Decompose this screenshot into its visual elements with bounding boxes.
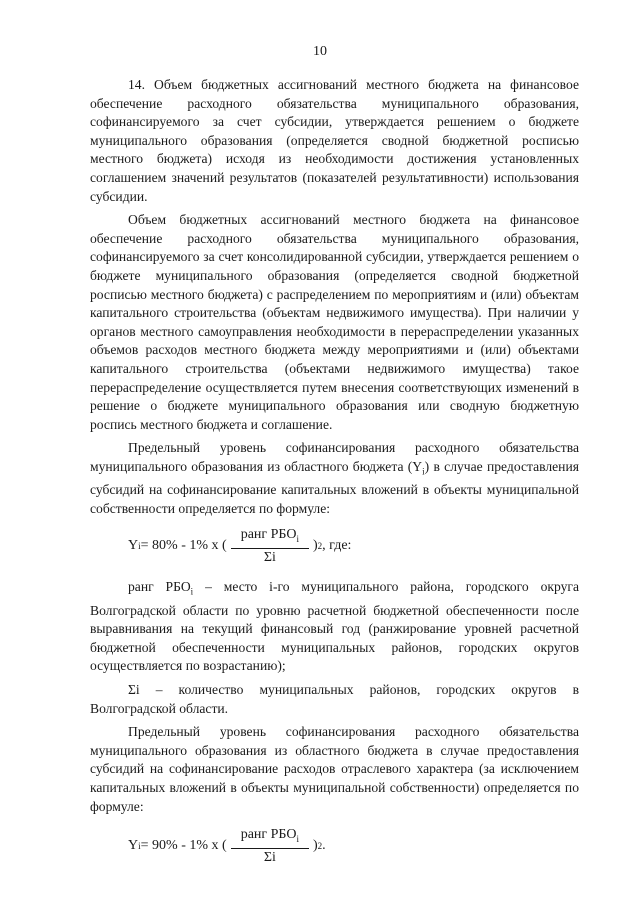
- paragraph-consolidated-subsidy: Объем бюджетных ассигнований местного бюджета на финансовое обеспечение расходного обязательства муниципального образования, софинансируемого за счет консолидированной субсидии, утверждается решением о бюджете муниципального образования (определяется сводной бюджетной росписью местного бюджета) с распределением по мероприятиям и (или) объектам капитального строительства (объектам недвижимого имущества). При наличии у органов местного самоуправления необходимости в перераспределении указанных объемов расходов местного бюджета между мероприятиями и (или) объектами капитального строительства (объектами недвижимого имущества) такое перераспределение осуществляется путем внесения соответствующих изменений в решение о бюджете муниципального образования или сводную бюджетную роспись местного бюджета и соглашение.: [90, 212, 579, 432]
- fraction-denominator: Σi: [263, 849, 276, 865]
- page-number: 10: [313, 44, 327, 59]
- paragraph-capital-limit-head: Предельный уровень софинансирования расходного обязательства муниципального образования из областного бюджета (Y: [90, 440, 579, 474]
- fraction-numerator: ранг $РБО_i$: [231, 526, 309, 549]
- paragraph-capital-limit-tail: ) в случае предоставления субсидий на софинансирование капитальных вложений в объекты муниципальной собственности определяется по формуле:: [90, 458, 579, 516]
- fraction-denominator: Σi: [263, 549, 276, 565]
- formula-exponent: 2: [317, 840, 323, 851]
- definition-sigma: Σi – количество муниципальных районов, городских округов в Волгоградской области.: [90, 682, 579, 716]
- formula-rhs: = 90% - 1% x (: [140, 837, 227, 853]
- formula-close: ): [313, 837, 318, 853]
- definition-rank: ранг $РБО_i$ – место i-го муниципального района, городского округа Волгоградской области по уровню расчетной бюджетной обеспеченности после выравнивания на текущий финансовый год (ранжирование уровней расчетной бюджетной обеспеченности муниципальных районов, городских округов осуществляется по возрастанию);: [90, 579, 580, 674]
- paragraph-14: 14. Объем бюджетных ассигнований местного бюджета на финансовое обеспечение расходного обязательства муниципального образования, софинансируемого за счет субсидии, утверждается решением о бюджете муниципального образования (определяется сводной бюджетной росписью местного бюджета) исходя из необходимости достижения установленных соглашением значений результатов (показателей результативности) использования субсидии.: [90, 77, 579, 204]
- fraction-numerator: ранг $РБО_i$: [231, 826, 309, 849]
- formula-sectoral: [90, 826, 579, 866]
- formula-capital: [90, 526, 579, 566]
- formula-lhs: Y: [128, 538, 139, 554]
- formula-exponent: 2: [317, 541, 323, 552]
- formula-rhs: = 80% - 1% x (: [140, 538, 227, 554]
- paragraph-capital-limit: [90, 439, 579, 518]
- subscript-i: i: [422, 466, 425, 477]
- formula-fraction: [231, 526, 309, 567]
- formula-close: ): [313, 538, 318, 554]
- formula-tail: .: [322, 837, 326, 853]
- formula-tail: , где:: [322, 538, 352, 554]
- paragraph-sectoral-limit: Предельный уровень софинансирования расходного обязательства муниципального образования из областного бюджета в случае предоставления субсидий на софинансирование расходов отраслевого характера (за исключением капитальных вложений в объекты муниципальной собственности) определяется по формуле:: [90, 724, 579, 814]
- formula-lhs: Y: [128, 837, 139, 853]
- document-body: [90, 76, 579, 878]
- formula-lhs-sub: i: [138, 840, 141, 851]
- formula-fraction: [231, 826, 309, 867]
- formula-lhs-sub: i: [138, 541, 141, 552]
